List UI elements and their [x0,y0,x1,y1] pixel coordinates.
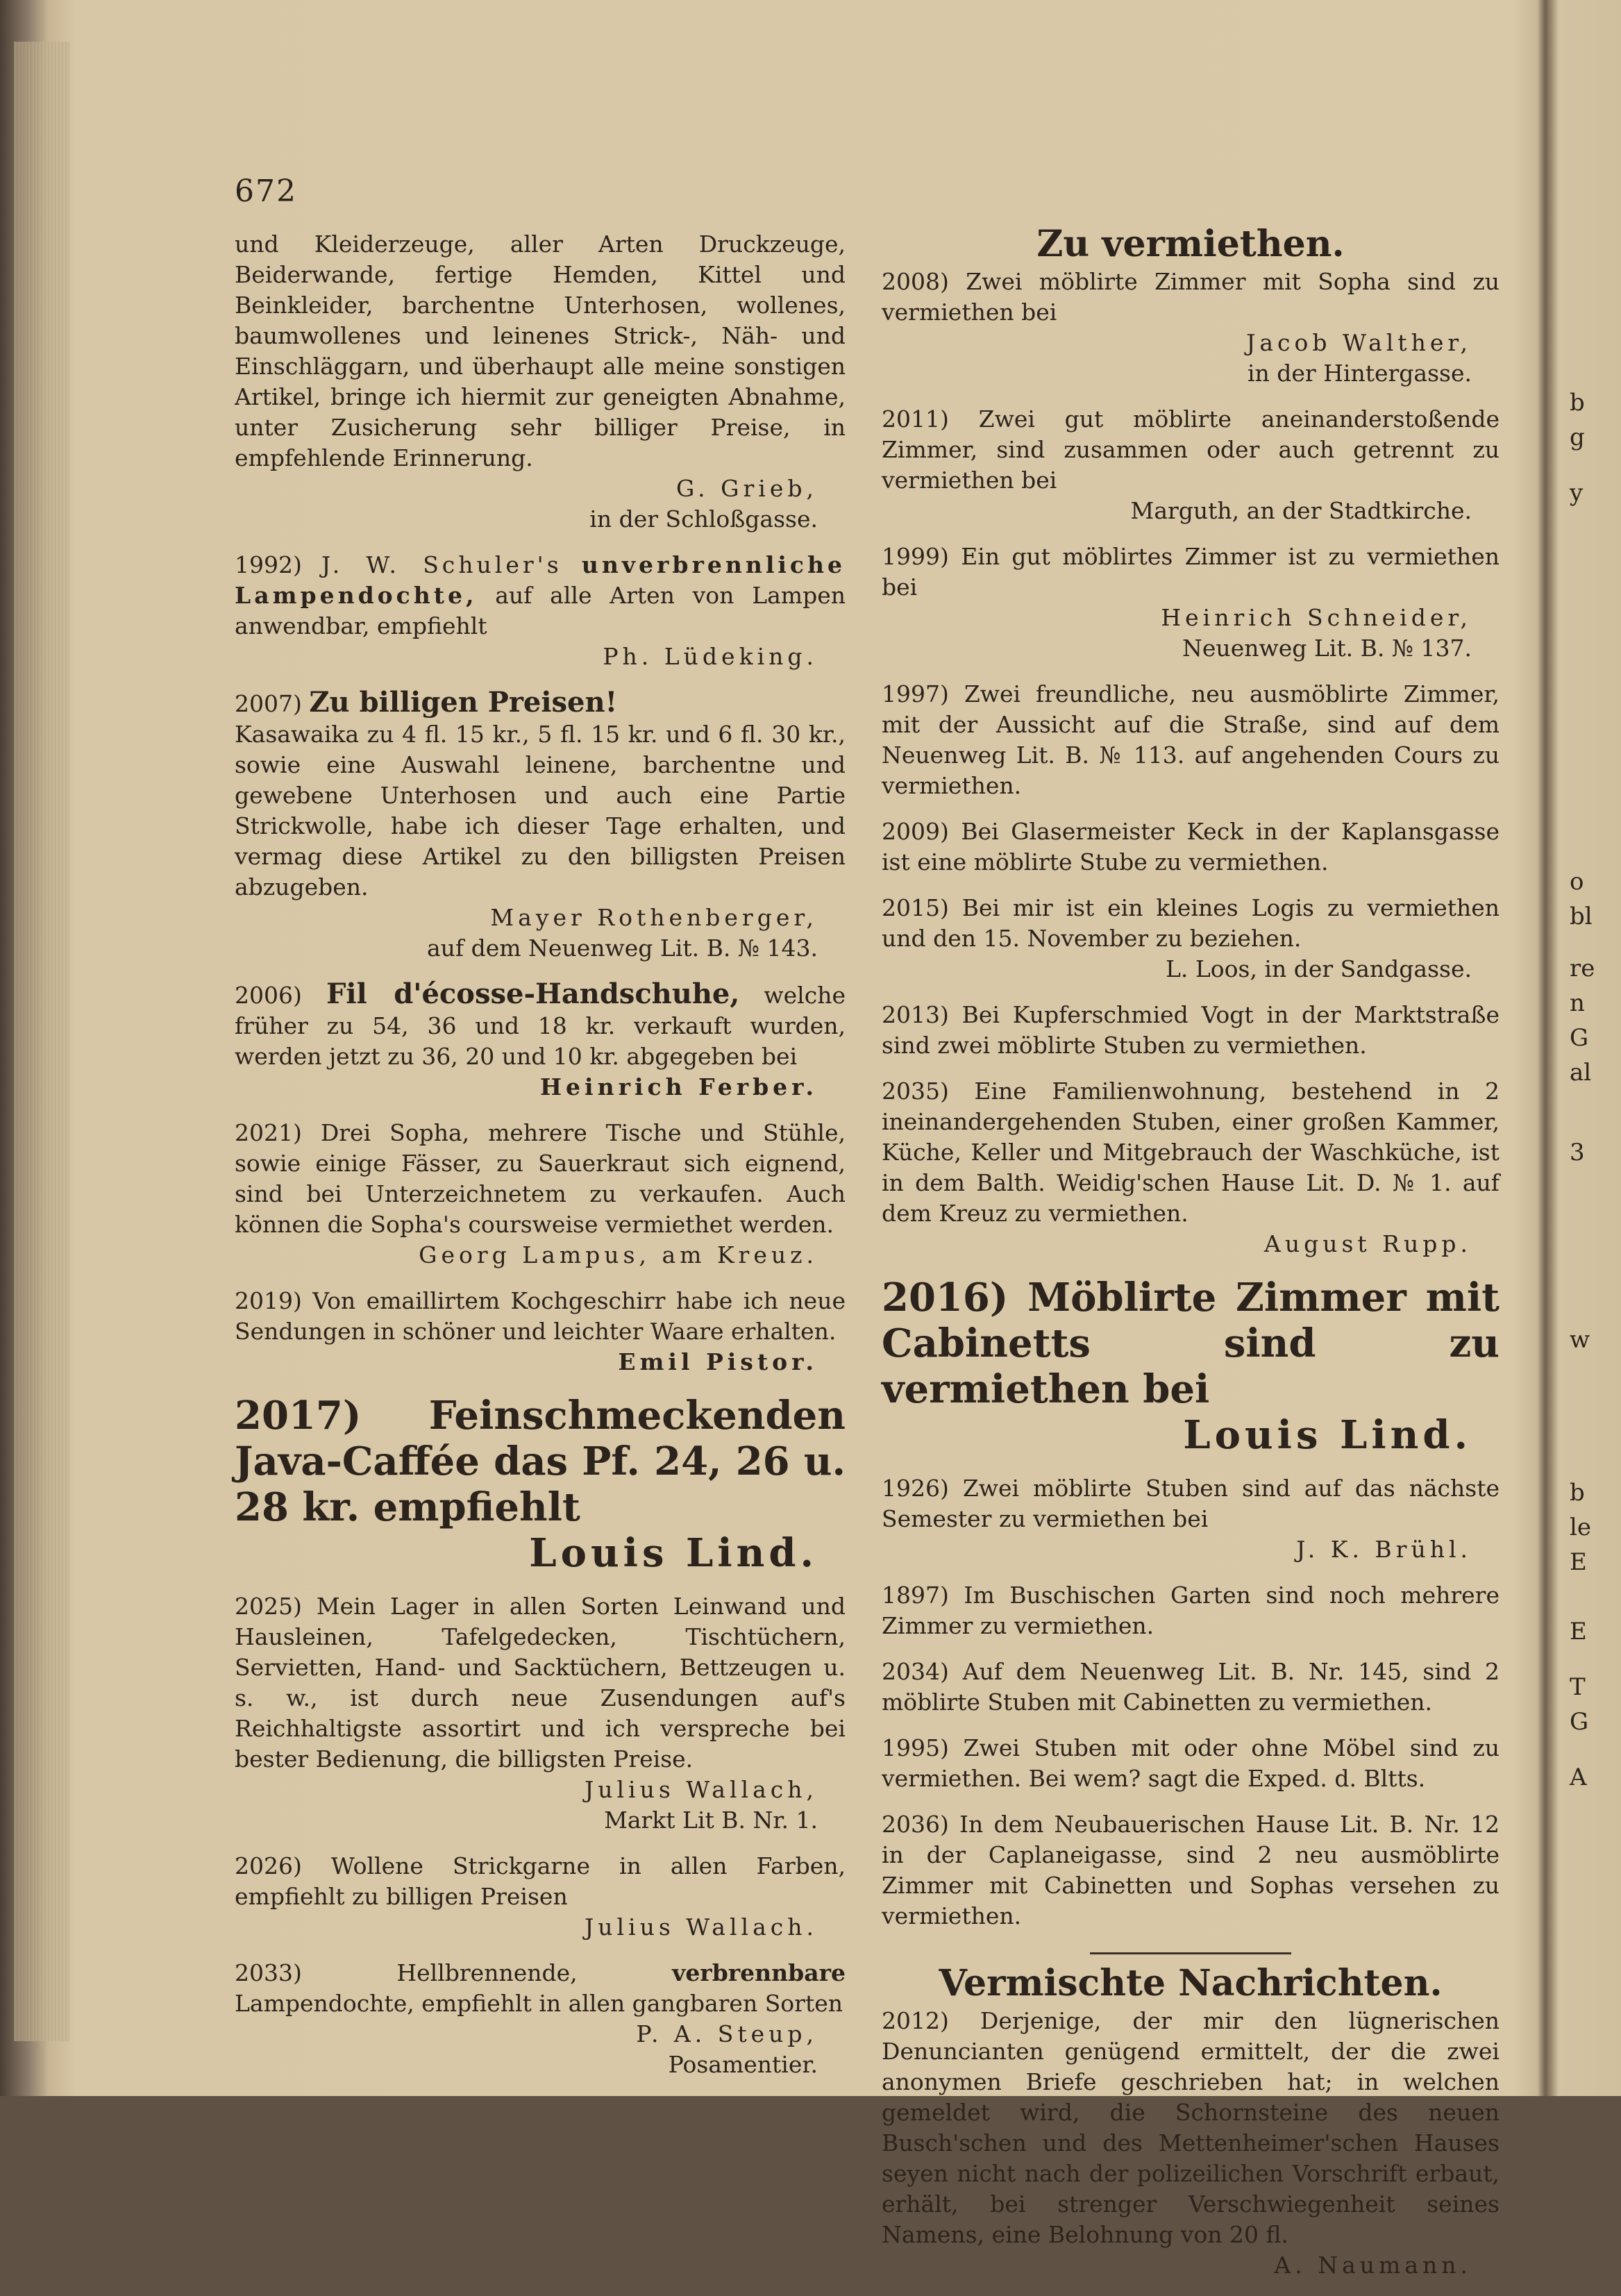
ad-number: 2019) [235,1287,302,1314]
ad-number: 1926) [882,1475,949,1502]
facing-page-fragments [1565,0,1621,2096]
ad-text: Bei Glasermeister Keck in der Kaplansgasse ist eine möblirte Stube zu vermiethen. [882,818,1500,875]
fragment-text: A [1570,1763,1587,1791]
ad-address: auf dem Neuenweg Lit. B. № 143. [426,935,818,962]
ad-2012 [882,2006,1500,2281]
fragment-text: E [1570,1618,1587,1645]
ad-number: 2008) [882,268,949,295]
ad-number: 2006) [235,982,302,1009]
fragment-text: b [1570,389,1585,417]
ad-2026 [235,1851,846,1943]
ad-address: in der Hintergasse. [1247,360,1472,387]
ad-text: Zwei möblirte Zimmer mit Sopha sind zu vermiethen bei [882,268,1500,326]
ad-text: Kasawaika zu 4 fl. 15 kr., 5 fl. 15 kr. und 6 fl. 30 kr., sowie eine Auswahl leinene, barchentne und gewebene Unterhosen und auch eine Partie Strickwolle, habe ich dieser Tage erhalten, und vermag diese Artikel zu den billigsten Preisen abzugeben. [235,721,846,900]
ad-number: 2016) [882,1275,1009,1321]
ad-signature: Louis Lind. [1183,1412,1472,1458]
fragment-text: bl [1570,903,1593,930]
ad-number: 2015) [882,894,949,921]
fragment-text: T [1570,1673,1586,1701]
ad-number: 1997) [882,680,949,707]
ad-1999 [882,542,1500,664]
section-heading: Vermischte Nachrichten. [939,1962,1443,2004]
ad-number: 2036) [882,1811,949,1838]
section-heading: Zu vermiethen. [1036,223,1345,265]
ad-2033 [235,1958,846,2080]
ad-text: Bei Kupferschmied Vogt in der Marktstraße sind zwei möblirte Stuben zu vermiethen. [882,1001,1500,1059]
ad-text: welche früher zu 54, 36 und 18 kr. verkauft wurden, werden jetzt zu 36, 20 und 10 kr. abgegeben bei [235,982,846,1070]
section-divider [1090,1952,1291,1954]
ad-text: Zwei möblirte Stuben sind auf das nächste Semester zu vermiethen bei [882,1475,1500,1532]
ad-number: 1992) [235,551,302,578]
ad-number: 1897) [882,1582,949,1609]
ad-number: 2034) [882,1658,949,1685]
ad-2011 [882,404,1500,526]
fragment-text: g [1570,424,1585,451]
ad-number: 2026) [235,1852,302,1879]
ad-number: 2009) [882,818,949,845]
ad-text: Feinschmeckenden Java-Caffée das Pf. 24, 26 u. 28 kr. empfiehlt [235,1393,846,1530]
fragment-text: E [1570,1548,1587,1576]
ad-signature: Louis Lind. [529,1530,818,1576]
ad-signature: Julius Wallach, [584,1776,818,1803]
ad-address: Markt Lit B. Nr. 1. [604,1807,818,1834]
ad-number: 2013) [882,1001,949,1028]
ad-signature: August Rupp. [1264,1230,1472,1257]
ad-text: Im Buschischen Garten sind noch mehrere Zimmer zu vermiethen. [882,1582,1500,1639]
ad-number: 2025) [235,1593,302,1620]
ad-number: 1995) [882,1734,949,1761]
ad-signature: Jacob Walther, [1246,329,1472,356]
ad-2034 [882,1657,1500,1718]
ad-number: 2021) [235,1119,302,1146]
ad-signature: L. Loos, in der Sandgasse. [1165,955,1472,982]
ad-text: Zwei freundliche, neu ausmöblirte Zimmer, mit der Aussicht auf die Straße, sind auf dem Neuenweg Lit. B. № 113. auf angehenden Cours zu vermiethen. [882,680,1500,799]
ad-signature: Heinrich Schneider, [1161,604,1472,631]
ad-2035 [882,1076,1500,1259]
fragment-text: 3 [1570,1139,1585,1166]
ad-number: 2007) [235,690,302,717]
ad-address: in der Schloßgasse. [589,505,818,533]
ad-text: Wollene Strickgarne in allen Farben, empfiehlt zu billigen Preisen [235,1852,846,1910]
ad-signature: Mayer Rothenberger, [490,904,818,931]
ad-signature: Ph. Lüdeking. [603,643,818,670]
ad-text: Mein Lager in allen Sorten Leinwand und Hausleinen, Tafelgedecken, Tischtüchern, Servietten, Hand- und Sacktüchern, Bettzeugen u. s. w., ist durch neue Zusendungen auf's Reichhaltigste assortirt und ich verspreche bei bester Bedienung, die billigsten Preise. [235,1593,846,1773]
ad-signature: Marguth, an der Stadtkirche. [1130,497,1472,524]
ad-signature: A. Naumann. [1274,2252,1472,2279]
ad-text: Drei Sopha, mehrere Tische und Stühle, sowie einige Fässer, zu Sauerkraut sich eignend, sind bei Unterzeichnetem zu verkaufen. Auch können die Sopha's coursweise vermiethet werden. [235,1119,846,1238]
ad-2021 [235,1118,846,1271]
ad-signature: G. Grieb, [676,475,818,502]
ad-signature: Julius Wallach. [584,1913,818,1941]
ad-text: Hellbrennende, [396,1959,578,1986]
ad-2013 [882,1000,1500,1061]
ad-text: Eine Familienwohnung, bestehend in 2 ineinandergehenden Stuben, einer großen Kammer, Küche, Keller und Mitgebrauch der Waschküche, ist in dem Balth. Weidig'schen Hause Lit. D. № 1. auf dem Kreuz zu vermiethen. [882,1078,1500,1227]
ad-text: Bei mir ist ein kleines Logis zu vermiethen und den 15. November zu beziehen. [882,894,1500,952]
ad-text: Möblirte Zimmer mit Cabinetts sind zu vermiethen bei [882,1275,1500,1412]
ad-text: Auf dem Neuenweg Lit. B. Nr. 145, sind 2 möblirte Stuben mit Cabinetten zu vermiethen. [882,1658,1500,1716]
ad-headline: Fil d'écosse-Handschuhe, [326,978,740,1010]
fragment-text: y [1570,479,1584,507]
ad-text: Ein gut möblirtes Zimmer ist zu vermiethen bei [882,543,1500,601]
fragment-text: G [1570,1024,1589,1052]
ad-number: 2011) [882,405,949,433]
right-column [882,223,1500,2296]
ad-2025 [235,1591,846,1836]
ad-number: 2033) [235,1959,302,1986]
ad-2008 [882,267,1500,389]
ad-highlight: unverbrennliche Lampendochte, [235,551,846,609]
fragment-text: o [1570,868,1584,896]
ad-number: 2012) [882,2007,949,2034]
ad-number: 1999) [882,543,949,570]
ad-text: und Kleiderzeuge, aller Arten Druckzeuge, Beiderwande, fertige Hemden, Kittel und Beinkleider, barchentne Unterhosen, wollenes, baumwollenes und leinenes Strick-, Näh- und Einschläggarn, und überhaupt alle meine sonstigen Artikel, bringe ich hiermit zur geneigten Abnahme, unter Zusicherung sehr billiger Preise, in empfehlende Erinnerung. [235,231,846,471]
fragment-text: le [1570,1514,1591,1541]
ad-text: Von emaillirtem Kochgeschirr habe ich neue Sendungen in schöner und leichter Waare erhalten. [235,1287,846,1345]
fragment-text: w [1570,1326,1590,1354]
ad-number: 2035) [882,1078,949,1105]
ad-2006 [235,979,846,1103]
fragment-text: re [1570,955,1595,982]
ad-headline: Zu billigen Preisen! [309,686,618,719]
ad-1992 [235,550,846,672]
ad-1997 [882,679,1500,801]
ad-signature: Heinrich Ferber. [539,1073,818,1100]
ad-signature: P. A. Steup, [636,2020,818,2047]
ad-text: J. W. Schuler's [321,551,562,578]
left-column [235,229,846,2095]
ad-2009 [882,816,1500,878]
ad-signature: Emil Pistor. [618,1348,818,1375]
ad-address: Posamentier. [668,2051,818,2078]
page-edges [14,42,69,2041]
ad-2016 [882,1275,1500,1458]
ad-text: auf alle Arten von Lampen anwendbar, empfiehlt [235,582,846,639]
fragment-text: n [1570,989,1585,1017]
ad-signature: J. K. Brühl. [1296,1536,1472,1563]
ad-signature: Georg Lampus, am Kreuz. [419,1241,818,1268]
ad-2036 [882,1809,1500,1932]
ad-2019 [235,1286,846,1377]
ad-2007 [235,687,846,964]
ad-continued [235,229,846,535]
ad-1995 [882,1733,1500,1794]
fragment-text: G [1570,1708,1589,1736]
ad-text: Derjenige, der mir den lügnerischen Denuncianten genügend ermittelt, der die zwei anonymen Briefe geschrieben hat; in welchen gemeldet wird, die Schornsteine des neuen Busch'schen und des Mettenheimer'schen Hauses seyen nicht nach der polizeilichen Vorschrift erbaut, erhält, bei strenger Verschwiegenheit seines Namens, eine Belohnung von 20 fl. [882,2007,1500,2248]
ad-text: Zwei gut möblirte aneinanderstoßende Zimmer, sind zusammen oder auch getrennt zu vermiethen bei [882,405,1500,494]
ad-2015 [882,893,1500,984]
ad-highlight: verbrennbare [672,1959,846,1986]
ad-address: Neuenweg Lit. B. № 137. [1182,635,1472,662]
ad-text: Zwei Stuben mit oder ohne Möbel sind zu vermiethen. Bei wem? sagt die Exped. d. Bltts. [882,1734,1500,1792]
ad-2017 [235,1393,846,1576]
ad-number: 2017) [235,1393,362,1439]
ad-text: In dem Neubauerischen Hause Lit. B. Nr. 12 in der Caplaneigasse, sind 2 neu ausmöblirte Zimmer mit Cabinetten und Sophas versehen zu vermiethen. [882,1811,1500,1929]
ad-1926 [882,1473,1500,1565]
ad-text: Lampendochte, empfiehlt in allen gangbaren Sorten [235,1990,843,2017]
fragment-text: b [1570,1479,1585,1507]
book-gutter [1538,0,1553,2096]
fragment-text: al [1570,1059,1592,1087]
page-number: 672 [235,174,297,209]
ad-1897 [882,1580,1500,1641]
